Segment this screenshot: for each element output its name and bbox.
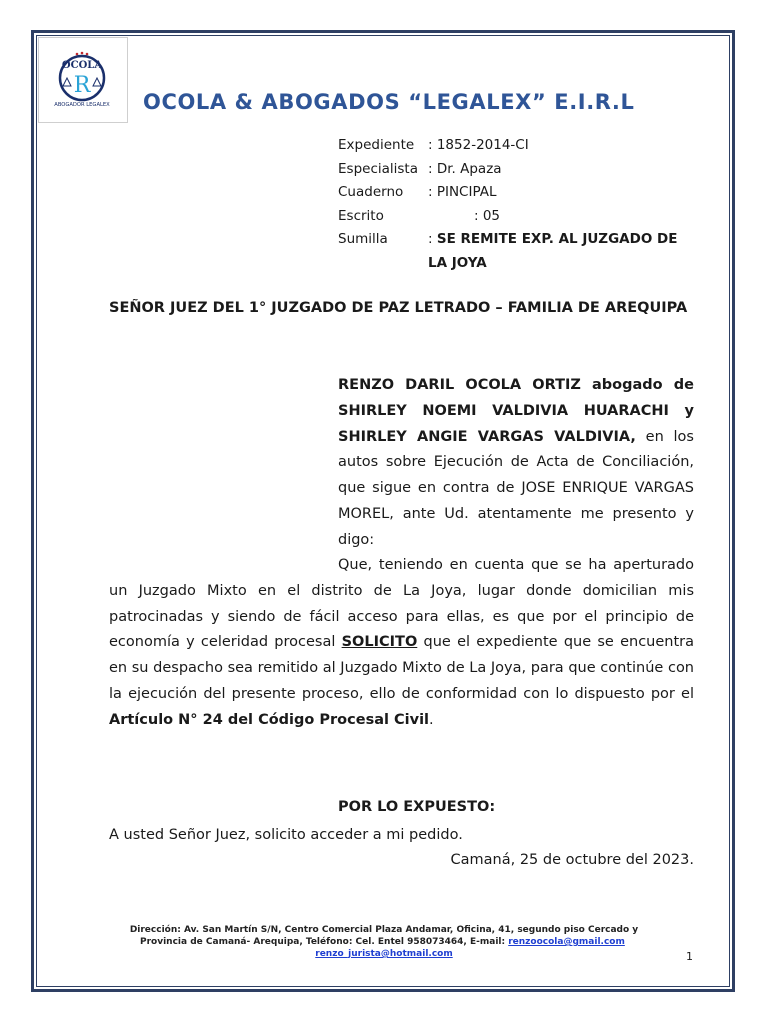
case-row-escrito <box>338 205 698 229</box>
intro-parties: RENZO DARIL OCOLA ORTIZ abogado de SHIRLEY NOEMI VALDIVIA HUARACHI y SHIRLEY ANGIE VARGAS VALDIVIA, <box>338 377 694 445</box>
closing-request: A usted Señor Juez, solicito acceder a mi pedido. <box>109 827 463 843</box>
por-lo-expuesto: POR LO EXPUESTO: <box>338 799 496 815</box>
email-link-hotmail[interactable]: renzo_jurista@hotmail.com <box>315 949 453 959</box>
addressee: SEÑOR JUEZ DEL 1° JUZGADO DE PAZ LETRADO – FAMILIA DE AREQUIPA <box>109 300 688 316</box>
case-row-expediente <box>338 134 698 158</box>
case-label: Especialista <box>338 160 418 177</box>
case-label: Cuaderno <box>338 184 404 200</box>
firm-logo <box>38 37 128 123</box>
main-text-2: que el expediente que se encuentra en su despacho sea remitido al Juzgado Mixto de La Joya, para que continúe con la ejecución del presente proceso, ello de conformidad con lo dispuesto por el <box>109 634 694 702</box>
main-paragraph <box>109 553 694 734</box>
case-value: : 1852-2014-CI <box>428 137 529 153</box>
case-label: Expediente <box>338 137 415 153</box>
page-number: 1 <box>686 950 693 963</box>
case-value <box>428 228 698 275</box>
logo-bottom-text: ABOGADOR LEGALEX <box>54 102 110 108</box>
case-row-sumilla <box>338 228 698 275</box>
case-value: : Dr. Apaza <box>428 160 502 177</box>
logo-top-text: OCOLA <box>61 60 103 71</box>
email-link-gmail[interactable]: renzoocola@gmail.com <box>508 937 625 947</box>
case-row-especialista <box>338 158 698 182</box>
article-reference: Artículo N° 24 del Código Procesal Civil <box>109 711 430 728</box>
intro-paragraph <box>338 373 694 554</box>
case-label: Sumilla <box>338 231 388 247</box>
solicito-keyword: SOLICITO <box>341 634 418 651</box>
case-label: Escrito <box>338 207 384 224</box>
main-text-end: . <box>429 711 434 728</box>
case-info <box>338 134 698 275</box>
footer-text: Dirección: Av. San Martín S/N, Centro Comercial Plaza Andamar, Oficina, 41, segundo piso Cercado y Provincia de Camaná- Arequipa, Teléfono: Cel. Entel 958073464, E-mail: <box>129 925 639 947</box>
case-value: : PINCIPAL <box>428 184 497 200</box>
main-text-1: Que, teniendo en cuenta que se ha aperturado un Juzgado Mixto en el distrito de La Joya, lugar donde domicilian mis patrocinadas y siendo de fácil acceso para ellas, es que por el principio de economía y celeridad procesal <box>109 557 694 651</box>
footer-address <box>112 924 656 960</box>
case-row-cuaderno <box>338 181 698 205</box>
sumilla-text: SE REMITE EXP. AL JUZGADO DE LA JOYA <box>428 231 678 271</box>
document-date: Camaná, 25 de octubre del 2023. <box>450 852 694 868</box>
sumilla-prefix: : <box>428 231 437 247</box>
firm-name: OCOLA & ABOGADOS “LEGALEX” E.I.R.L <box>143 90 635 114</box>
case-value: : 05 <box>474 207 501 224</box>
intro-text: en los autos sobre Ejecución de Acta de Conciliación, que sigue en contra de JOSE ENRIQUE VARGAS MOREL, ante Ud. atentamente me presento y digo: <box>338 428 694 548</box>
logo-monogram: R <box>73 73 91 98</box>
